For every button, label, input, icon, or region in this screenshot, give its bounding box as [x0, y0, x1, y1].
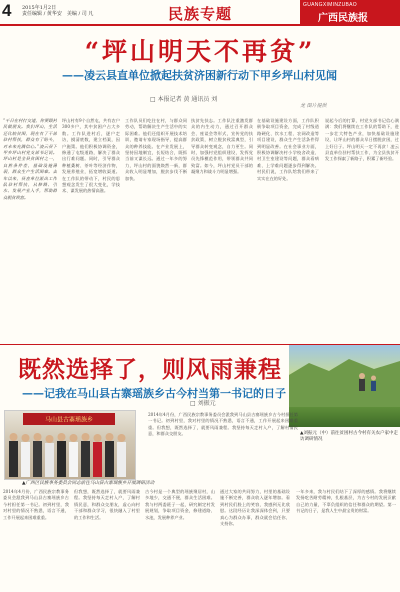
masthead-pinyin: GUANGXIMINZUBAO: [303, 2, 357, 8]
group-photo-illustration: [5, 411, 135, 479]
article1-subhead: ——凌云县直单位掀起扶贫济困新行动下甲乡坪山村见闻: [62, 69, 337, 82]
landscape-photo-lower: [289, 407, 400, 427]
article2-column: 古今村是一个典型的瑶族聚居村，山多地少，交通不便，群众生活困难。我与村两委班子一起，研究制定村发展规划，争取项目资金，修建道路、水池，发展种养产业。: [145, 489, 215, 520]
page-header: [0, 0, 400, 26]
group-photo-caption: ▲广西区民族事务委员会同志前往马山县古寨瑶族乡开展调研活动: [22, 481, 155, 486]
landscape-photo: [289, 345, 400, 407]
page-number: 4: [2, 1, 12, 20]
article2-body: [3, 489, 399, 592]
article2-column: 2014年4月份，广西民族宗教事务委员会派我到马山县古寨瑶族乡古今村担任第一书记。初到村里，我对村里的情况不熟悉，语言不通，工作开展起来困难重重。但我想，既然选择了，就要风雨兼程。我坚持每天走村入户，了解村情民意，和群众交朋友。: [148, 412, 298, 437]
person-shape: [371, 381, 376, 391]
header-rule: [0, 24, 400, 26]
article1-body: [3, 118, 399, 343]
dateline: [22, 5, 112, 17]
article1-headline: “坪山明天不再贫”: [84, 37, 316, 66]
banner-text: 马山县古寨瑶族乡: [44, 416, 94, 424]
masthead-name: 广西民族报: [318, 13, 368, 24]
article1-column: 说起今后的打算，村党支部书记信心满满：我们将继续在工作队的帮助下，进一步壮大特色产业，加快基础设施建设，让坪山村的群众早日摆脱贫困，过上好日子。坪山明天一定不再贫！凌云县直单位驻村帮扶工作，为全县扶贫开发工作探索了新路子，积累了新经验。: [325, 118, 399, 162]
article2-headline: 既然选择了，则风雨兼程: [18, 356, 282, 383]
article1-column: “平日在村打交道，你要跟村民做朋友。我们坪山，生活还比较贫困，现在有了干部驻村帮扶，群众有了盼头，对未来充满信心。”凌云县下甲乡坪山村党支部书记说。坪山村是全县贫困村之一，自然条件差，基础设施薄弱，群众生产生活困难。去年以来，县直单位派出工作队驻村帮扶，从修路、引水、发展产业入手，帮助群众脱贫致富。: [3, 118, 57, 200]
photo-credit: 龙 图片提供: [300, 103, 327, 109]
article1-column: 坪山村有9个自然屯，共有农户300多户，其中贫困户占大多数。工作队进村后，逐户走访，摸清底数，建立档案，因户施策。他们积极协调资金，修通了屯级道路，解决了群众出行难问题。同时，引导群众种植桑树、茶叶等经济作物，发展养殖业，拓宽增收渠道。在工作队的带动下，村民的思想观念发生了很大变化，学技术、谋发展的热情高涨。: [62, 118, 120, 194]
editor-line: 责任编辑 / 黄华安 美编 / 司 凡: [22, 11, 94, 17]
person-head: [359, 373, 365, 379]
article2-column: 2014年4月份，广西民族宗教事务委员会派我到马山县古寨瑶族乡古今村担任第一书记。初到村里，我对村里的情况不熟悉，语言不通，工作开展起来困难重重。: [3, 489, 69, 520]
article1-column: 扶贫先扶志。工作队注重激发群众的内生动力，通过召开群众会、座谈会等形式，宣传党的扶贫政策，树立脱贫致富典型，引导群众转变观念，自力更生。同时，加强村党组织建设，发挥党员先锋模范作用，带领群众共同致富。如今，坪山村党员干部的凝聚力和战斗力明显增强。: [191, 118, 253, 175]
people-row: [9, 433, 126, 477]
landscape-illustration: [289, 345, 400, 407]
article2-column: 一年多来，我与村民们结下了深厚的感情。我将继续发扬吃苦耐劳精神，扎根基层，为古今村的发展贡献自己的力量，不辜负组织的信任和群众的期望。第一书记的日子，是我人生中最宝贵的财富。: [296, 489, 396, 514]
article2-column: 但我想，既然选择了，就要风雨兼程。我坚持每天走村入户，了解村情民意，和群众交朋友，虚心向村干部和群众学习，很快融入了村里的工作和生活。: [74, 489, 140, 520]
section-title: 民族专题: [168, 5, 233, 23]
article1-byline: □ 本报记者 黄 通讯员 刘: [150, 96, 218, 103]
article1-column: 工作队员们吃住在村，与群众同劳动，帮助解决生产生活中的实际困难。他们还组织开展技术培训，邀请专家现场指导，提高群众的种养技能。在产业发展上，坚持因地制宜，长短结合，既抓当前又谋长远。通过一年多的努力，坪山村的面貌焕然一新，群众收入明显增加，脱贫步伐不断加快。: [125, 118, 187, 181]
side-photo-caption: ▲刘振元（中）前往贫困村古今村有关农户家中走访调研情况: [300, 431, 398, 442]
article2-author: □ 刘振元: [190, 400, 216, 407]
article1-column: 在基础设施建设方面，工作队积极争取项目资金，完成了村级道路硬化、饮水工程、农网改造等项目建设，群众生产生活条件得到明显改善。在社会事业方面，积极协调解决村小学校舍改造、村卫生室建设等问题，群众看病难、上学难问题逐步得到解决。村民们说，工作队给我们带来了实实在在的好处。: [257, 118, 319, 181]
hill-shape: [289, 359, 400, 407]
article2-subhead: ——记我在马山县古寨瑶族乡古今村当第一书记的日子: [22, 387, 286, 400]
person-shape: [359, 379, 365, 391]
person-head: [371, 376, 376, 381]
group-photo: [4, 410, 136, 480]
article2-column: 通过大家的共同努力，村里的基础设施不断完善，群众收入逐年增加。看到村民们脸上的笑容，我感到无比欣慰。这段经历让我深深体会到，只要真心为群众办事，群众就会信任你、支持你。: [220, 489, 290, 527]
issue-date: 2015年1月2日: [22, 5, 57, 11]
